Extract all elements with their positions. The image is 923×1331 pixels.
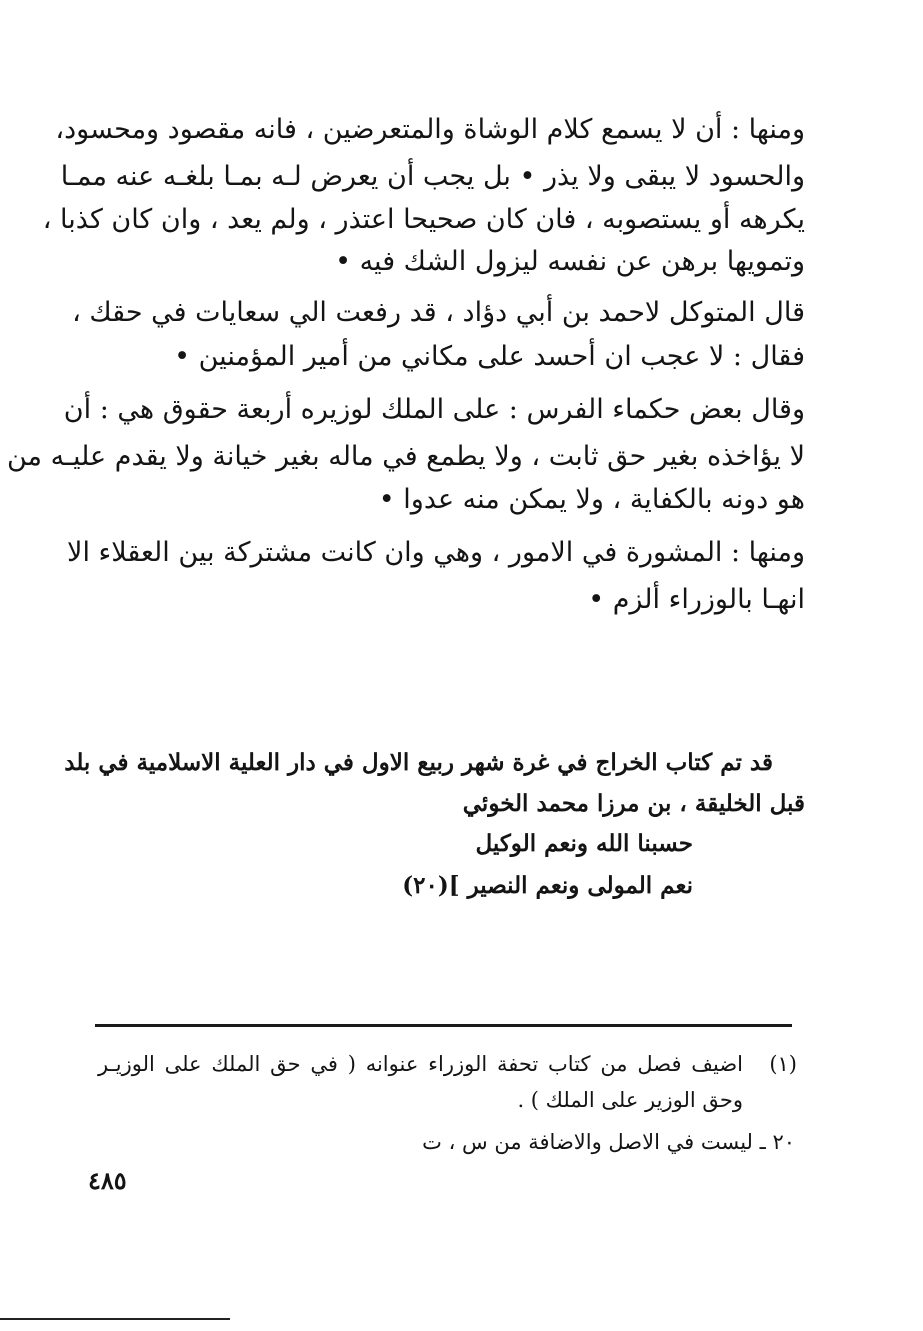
body-line-10: ومنها : المشورة في الامور ، وهي وان كانت مشتركة بين العقلاء الا (67, 537, 805, 568)
colophon-line-1: قد تم كتاب الخراج في غرة شهر ربيع الاول في دار العلية الاسلامية في بلد (64, 749, 773, 776)
footnote-1-number: (١) (769, 1052, 797, 1076)
body-line-9: هو دونه بالكفاية ، ولا يمكن منه عدوا • (378, 484, 805, 515)
footnote-divider (95, 1024, 792, 1027)
colophon-line-3: حسبنا الله ونعم الوكيل (475, 830, 693, 857)
body-line-8: لا يؤاخذه بغير حق ثابت ، ولا يطمع في ماله بغير خيانة ولا يقدم عليـه من (6, 441, 805, 472)
scan-edge-line (0, 1318, 230, 1320)
body-line-6: فقال : لا عجب ان أحسد على مكاني من أمير المؤمنين • (174, 341, 805, 372)
footnote-1-line-2: وحق الوزير على الملك ) . (517, 1088, 743, 1112)
body-line-1: ومنها : أن لا يسمع كلام الوشاة والمتعرضين ، فانه مقصود ومحسود، (55, 114, 805, 145)
body-line-5: قال المتوكل لاحمد بن أبي دؤاد ، قد رفعت الي سعايات في حقك ، (72, 297, 805, 328)
page-number: ٤٨٥ (88, 1166, 127, 1195)
body-line-7: وقال بعض حكماء الفرس : على الملك لوزيره أربعة حقوق هي : أن (63, 394, 805, 425)
footnote-1-line-1: اضيف فصل من كتاب تحفة الوزراء عنوانه ( في حق الملك على الوزيـر (98, 1052, 743, 1076)
footnote-2: ٢٠ ـ ليست في الاصل والاضافة من س ، ت (422, 1130, 795, 1154)
body-line-11: انهـا بالوزراء ألزم • (588, 584, 805, 615)
body-line-2: والحسود لا يبقى ولا يذر • بل يجب أن يعرض لـه بمـا بلغـه عنه ممـا (60, 161, 805, 192)
colophon-line-2: قبل الخليقة ، بن مرزا محمد الخوئي (462, 790, 805, 817)
body-line-3: يكرهه أو يستصوبه ، فان كان صحيحا اعتذر ، ولم يعد ، وان كان كذبا ، (42, 204, 805, 235)
colophon-line-4: نعم المولى ونعم النصير ](٢٠) (402, 872, 693, 899)
body-line-4: وتمويها برهن عن نفسه ليزول الشك فيه • (335, 246, 805, 277)
